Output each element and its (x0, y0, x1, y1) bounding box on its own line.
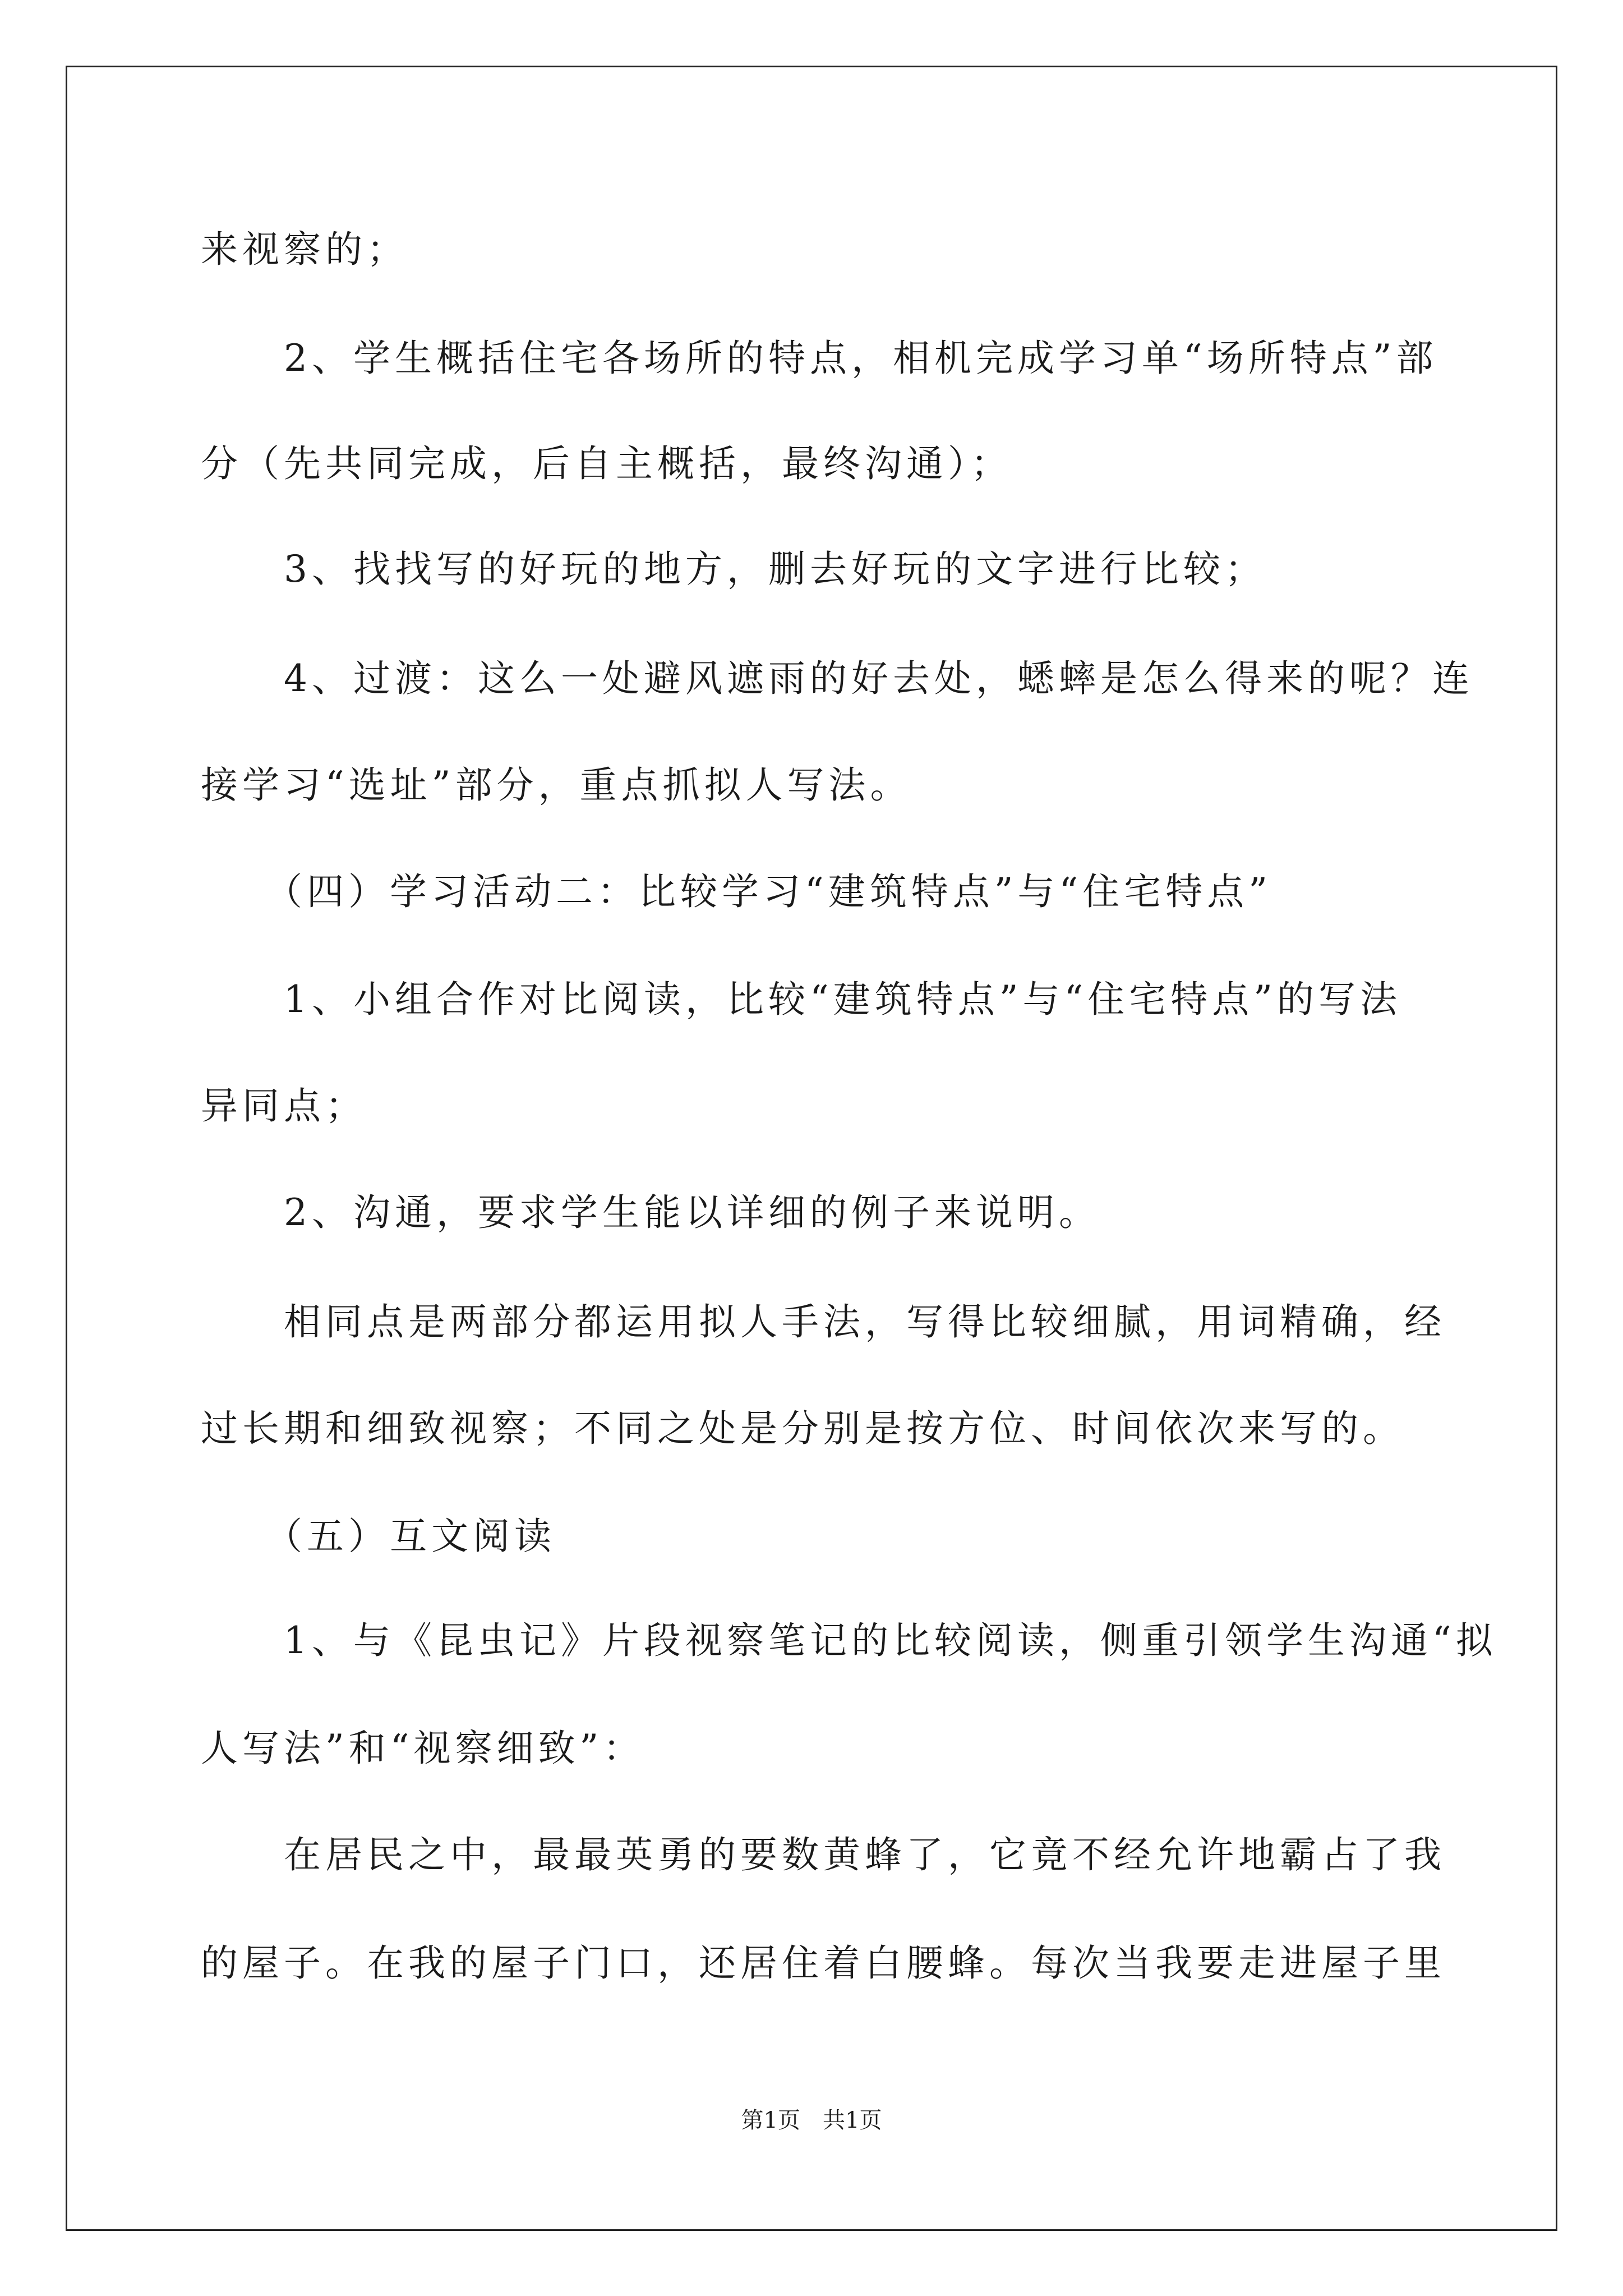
text-line: 相同点是两部分都运用拟人手法，写得比较细腻，用词精确，经 (201, 1300, 1446, 1343)
text-line: 1、与《昆虫记》片段视察笔记的比较阅读，侧重引领学生沟通“拟 (201, 1619, 1497, 1662)
text-line: 的屋子。在我的屋子门口，还居住着白腰蜂。每次当我要走进屋子里 (201, 1941, 1446, 1985)
text-line: 1、小组合作对比阅读，比较“建筑特点”与“住宅特点”的写法 (201, 978, 1401, 1021)
text-line: 异同点； (201, 1084, 367, 1128)
section-heading: （五）互文阅读 (201, 1515, 556, 1558)
text-line: 2、沟通，要求学生能以详细的例子来说明。 (201, 1191, 1100, 1234)
text-line: 4、过渡：这么一处避风遮雨的好去处，蟋蟀是怎么得来的呢？连 (201, 657, 1474, 700)
section-heading: （四）学习活动二：比较学习“建筑特点”与“住宅特点” (201, 870, 1272, 913)
text-line: 来视察的； (201, 228, 408, 271)
text-line: 人写法”和“视察细致”： (201, 1727, 645, 1770)
text-line: 分（先共同完成，后自主概括，最终沟通）； (201, 442, 1012, 485)
text-line: 接学习“选址”部分，重点抓拟人写法。 (201, 763, 912, 807)
text-line: 在居民之中，最最英勇的要数黄蜂了，它竟不经允许地霸占了我 (201, 1833, 1446, 1876)
text-line: 3、找找写的好玩的地方，删去好玩的文字进行比较； (201, 547, 1266, 591)
page-border (66, 66, 1557, 2231)
page-footer: 第1页 共1页 (741, 2108, 882, 2133)
text-line: 过长期和细致视察；不同之处是分别是按方位、时间依次来写的。 (201, 1407, 1404, 1450)
text-line: 2、学生概括住宅各场所的特点，相机完成学习单“场所特点”部 (201, 337, 1438, 380)
